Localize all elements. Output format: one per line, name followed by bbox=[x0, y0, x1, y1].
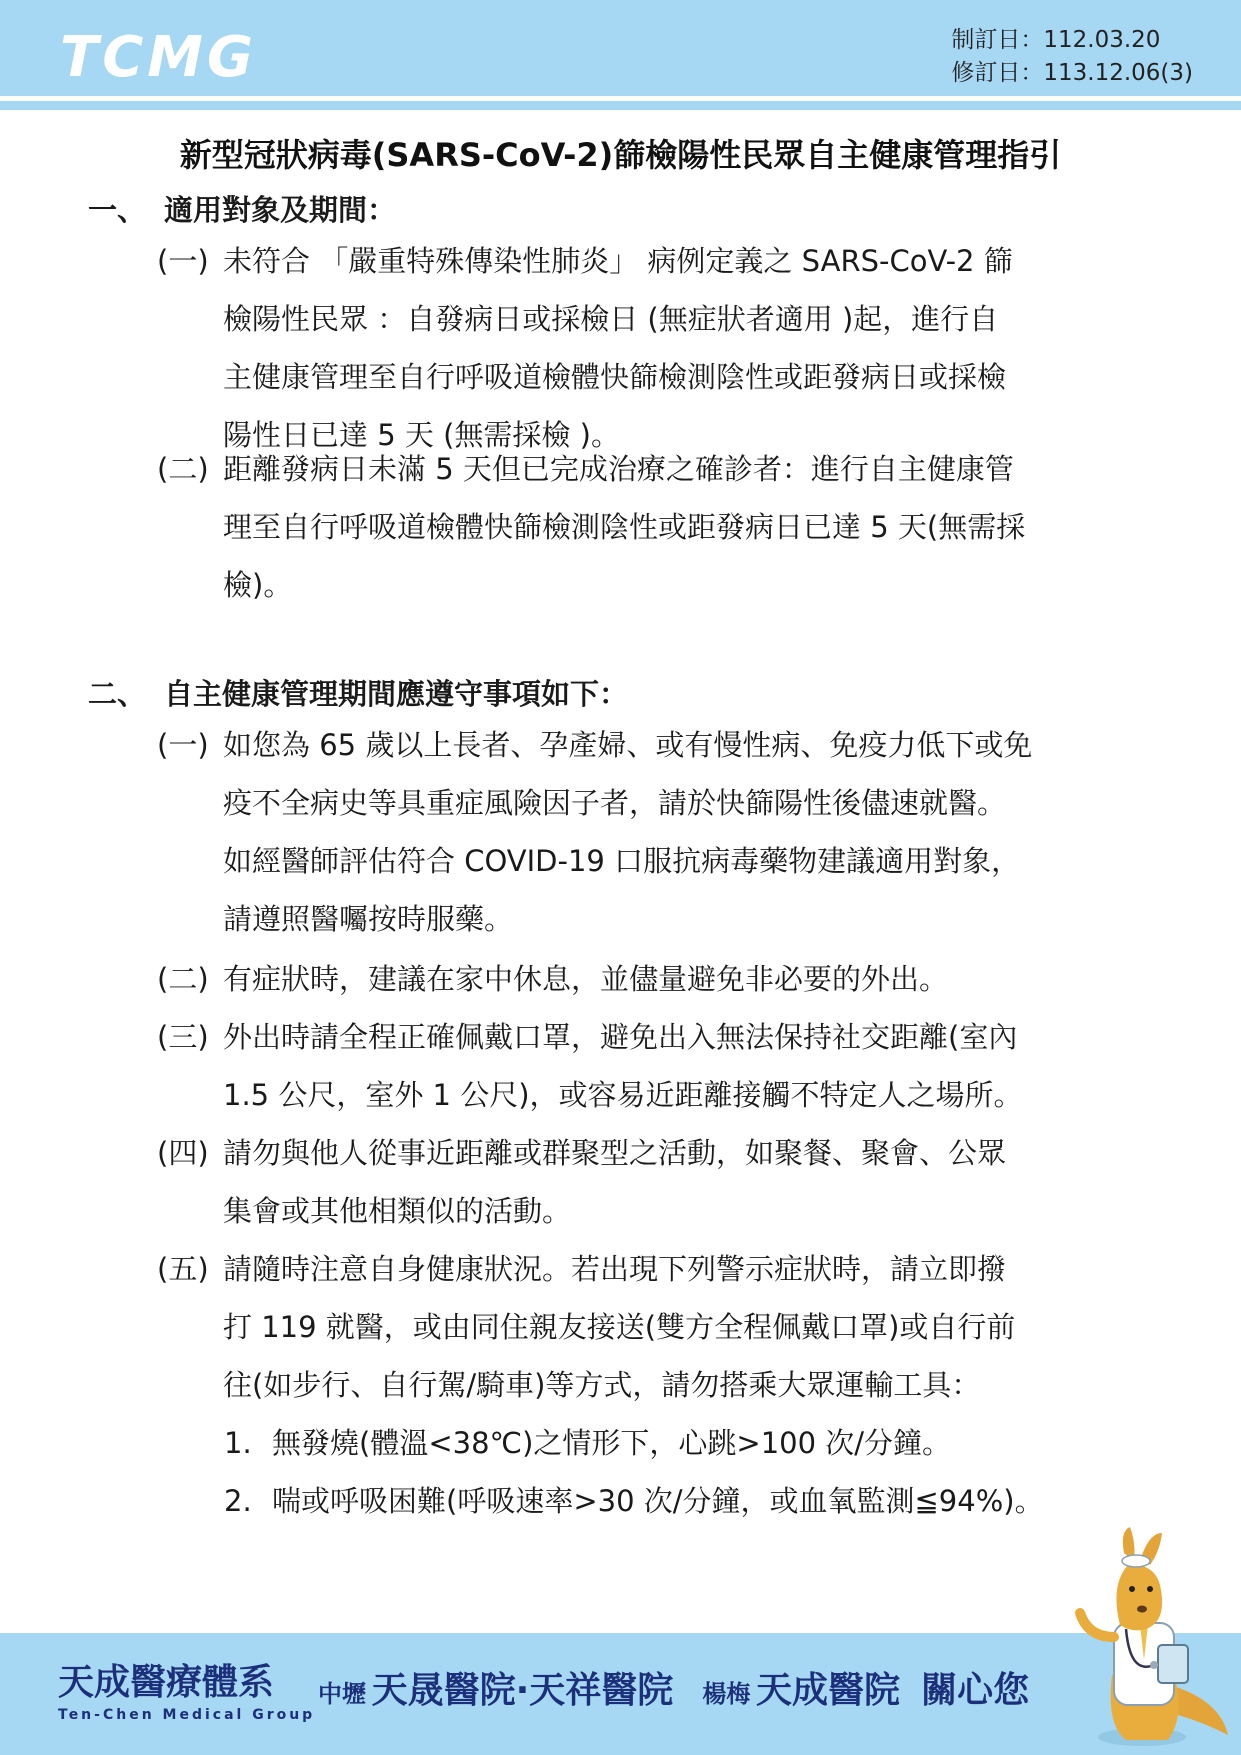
document-dates bbox=[951, 24, 1193, 90]
item-marker: (四) bbox=[157, 1136, 209, 1170]
item-marker: (三) bbox=[157, 1020, 209, 1054]
section-number: 二、 bbox=[88, 677, 147, 711]
symptom-number: 2. bbox=[224, 1484, 252, 1518]
footer-brand-english: Ten-Chen Medical Group bbox=[58, 1707, 316, 1723]
document-title: 新型冠狀病毒(SARS-CoV-2)篩檢陽性民眾自主健康管理指引 bbox=[179, 136, 1062, 174]
item-line: 檢陽性民眾 ：自發病日或採檢日 (無症狀者適用 )起，進行自 bbox=[223, 302, 999, 336]
symptom-text: 無發燒(體溫<38℃)之情形下，心跳>100 次/分鐘。 bbox=[272, 1426, 952, 1460]
header-rule bbox=[0, 101, 1241, 110]
list-item bbox=[157, 440, 1157, 614]
item-marker: (一) bbox=[157, 244, 209, 278]
list-item bbox=[157, 232, 1157, 464]
established-date: 制訂日：112.03.20 bbox=[951, 27, 1161, 53]
kangaroo-doctor-mascot-icon bbox=[1070, 1525, 1230, 1750]
item-line: 距離發病日未滿 5 天但已完成治療之確診者：進行自主健康管 bbox=[223, 452, 1014, 486]
list-item bbox=[157, 950, 1157, 1008]
footer-hospital-2: 天成醫院 bbox=[756, 1670, 901, 1711]
item-line: 請隨時注意自身健康狀況。若出現下列警示症狀時，請立即撥 bbox=[223, 1252, 1007, 1286]
symptom-number: 1. bbox=[224, 1426, 252, 1460]
item-marker: (五) bbox=[157, 1252, 209, 1286]
item-line: 理至自行呼吸道檢體快篩檢測陰性或距發病日已達 5 天(無需採 bbox=[223, 510, 1026, 544]
section-heading bbox=[88, 188, 396, 229]
item-line: 如您為 65 歲以上長者、孕產婦、或有慢性病、免疫力低下或免 bbox=[223, 728, 1033, 762]
symptom-item bbox=[224, 1472, 1044, 1530]
footer-hospitals bbox=[318, 1670, 1030, 1711]
item-line: 主健康管理至自行呼吸道檢體快篩檢測陰性或距發病日或採檢 bbox=[223, 360, 1007, 394]
item-line: 請勿與他人從事近距離或群聚型之活動，如聚餐、聚會、公眾 bbox=[223, 1136, 1007, 1170]
symptom-text: 喘或呼吸困難(呼吸速率>30 次/分鐘，或血氧監測≦94%)。 bbox=[272, 1484, 1044, 1518]
section-heading bbox=[88, 672, 628, 713]
item-line: 請遵照醫囑按時服藥。 bbox=[223, 902, 514, 936]
item-line: 如經醫師評估符合 COVID-19 口服抗病毒藥物建議適用對象， bbox=[223, 844, 1021, 878]
item-line: 1.5 公尺，室外 1 公尺)，或容易近距離接觸不特定人之場所。 bbox=[223, 1078, 1023, 1112]
item-marker: (二) bbox=[157, 962, 209, 996]
footer-location-1: 中壢 bbox=[318, 1680, 366, 1708]
item-marker: (二) bbox=[157, 452, 209, 486]
section-title: 適用對象及期間： bbox=[164, 193, 397, 227]
item-marker: (一) bbox=[157, 728, 209, 762]
revised-date: 修訂日：113.12.06(3) bbox=[951, 60, 1193, 86]
item-line: 打 119 就醫，或由同住親友接送(雙方全程佩戴口罩)或自行前 bbox=[223, 1310, 1016, 1344]
item-line: 疫不全病史等具重症風險因子者，請於快篩陽性後儘速就醫。 bbox=[223, 786, 1007, 820]
list-item bbox=[157, 716, 1157, 948]
item-line: 外出時請全程正確佩戴口罩，避免出入無法保持社交距離(室內 bbox=[223, 1020, 1018, 1054]
section-number: 一、 bbox=[88, 193, 147, 227]
section-title: 自主健康管理期間應遵守事項如下： bbox=[164, 677, 629, 711]
footer-care-text: 關心您 bbox=[921, 1670, 1030, 1711]
item-line: 未符合 「嚴重特殊傳染性肺炎」 病例定義之 SARS-CoV-2 篩 bbox=[223, 244, 1013, 278]
tcmg-logo: TCMG bbox=[60, 25, 257, 90]
item-line: 檢)。 bbox=[223, 568, 293, 602]
footer-hospital-1: 天晟醫院·天祥醫院 bbox=[371, 1670, 674, 1711]
footer-location-2: 楊梅 bbox=[702, 1680, 751, 1708]
list-item bbox=[157, 1240, 1157, 1414]
footer-brand: 天成醫療體系 bbox=[58, 1662, 275, 1703]
list-item bbox=[157, 1008, 1157, 1124]
item-line: 陽性日已達 5 天 (無需採檢 )。 bbox=[223, 418, 620, 452]
item-line: 往(如步行、自行駕/騎車)等方式，請勿搭乘大眾運輸工具： bbox=[223, 1368, 981, 1402]
list-item bbox=[157, 1124, 1157, 1240]
item-line: 有症狀時，建議在家中休息，並儘量避免非必要的外出。 bbox=[223, 962, 949, 996]
symptom-item bbox=[224, 1414, 951, 1472]
item-line: 集會或其他相類似的活動。 bbox=[223, 1194, 572, 1228]
